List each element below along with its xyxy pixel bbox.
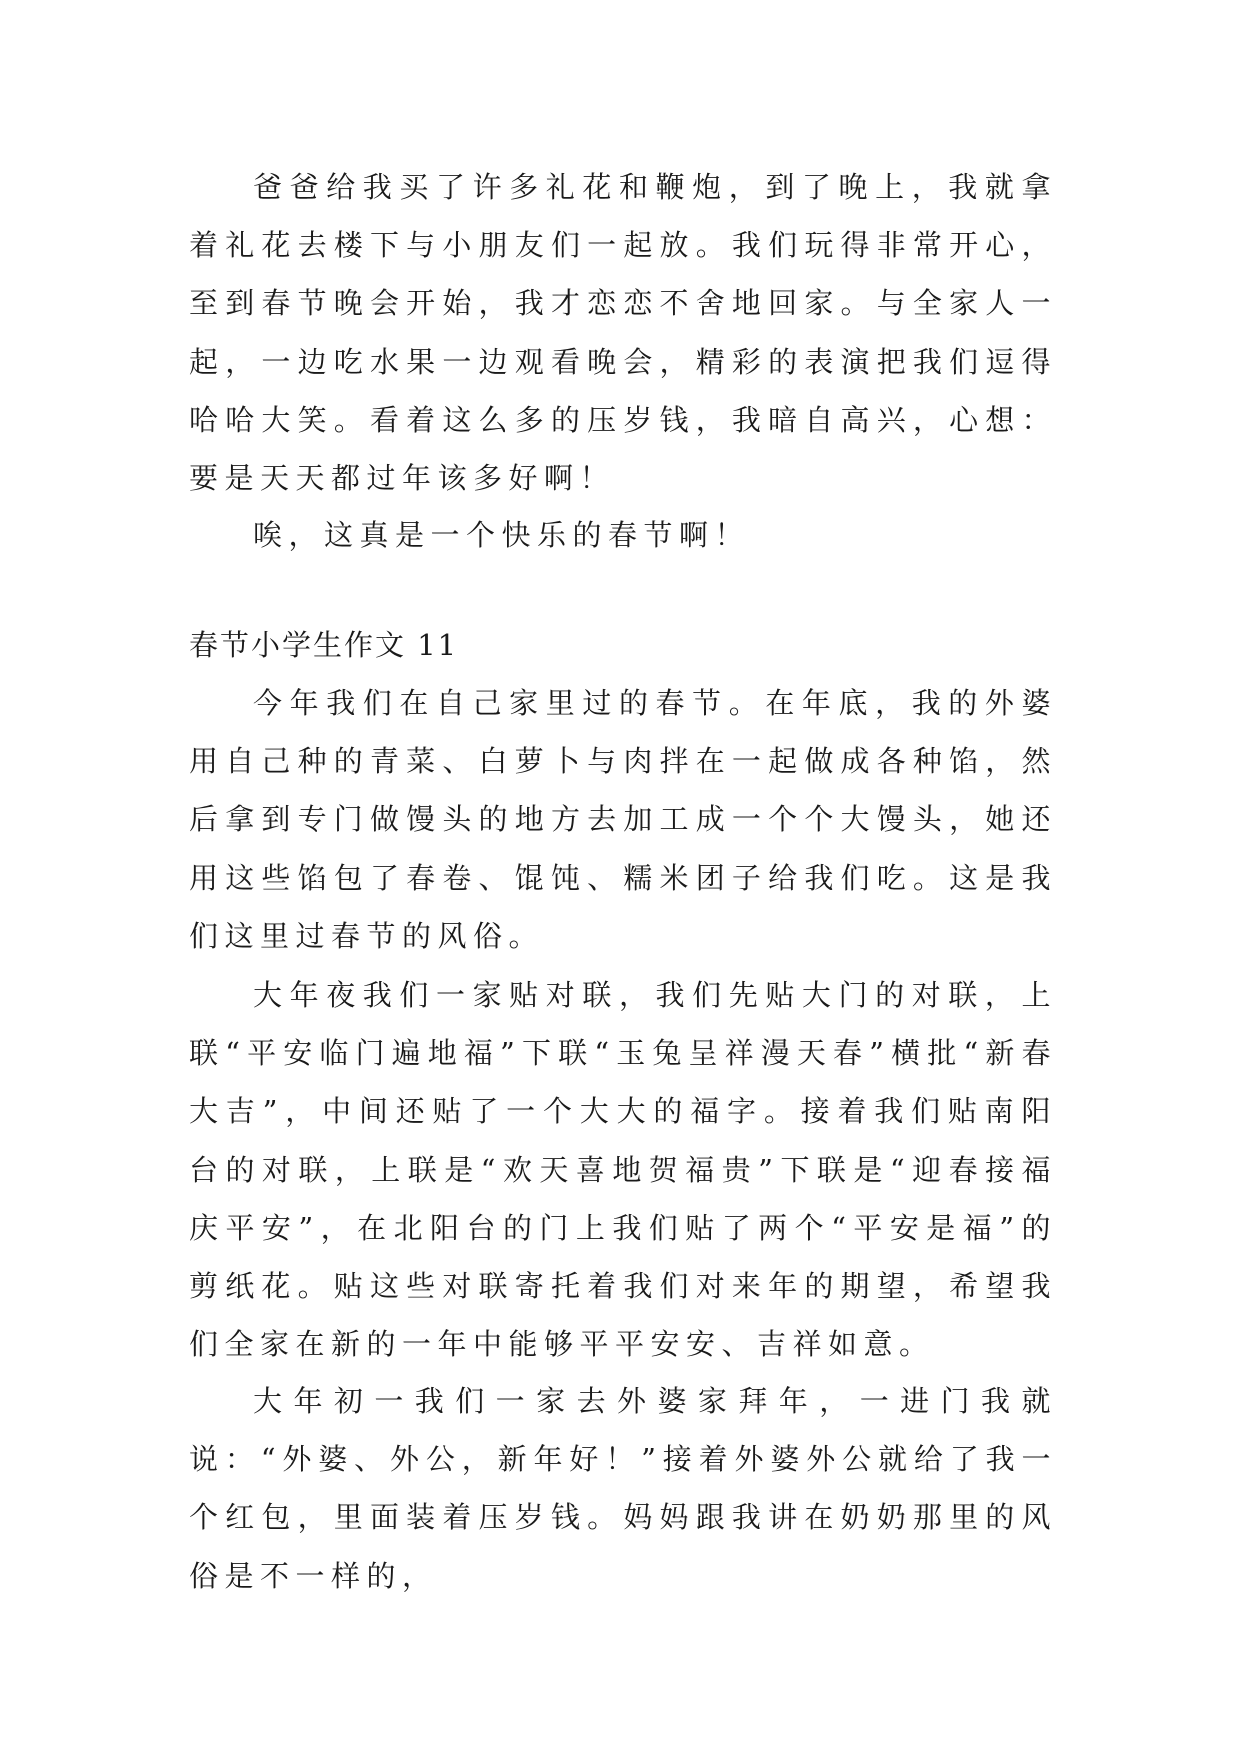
paragraph-couplets: 大年夜我们一家贴对联，我们先贴大门的对联，上联“平安临门遍地福”下联“玉兔呈祥漫天春”横批“新春大吉”，中间还贴了一个大大的福字。接着我们贴南阳台的对联，上联是“欢天喜地贺福贵”下联是“迎春接福庆平安”，在北阳台的门上我们贴了两个“平安是福”的剪纸花。贴这些对联寄托着我们对来年的期望，希望我们全家在新的一年中能够平平安安、吉祥如意。 [189, 978, 1057, 1362]
paragraph-happy-spring-festival: 唉，这真是一个快乐的春节啊！ [253, 518, 751, 552]
section-title: 春节小学生作文 11 [189, 628, 459, 662]
essay-11-intro [189, 674, 1057, 965]
essay-conclusion [189, 506, 1057, 564]
paragraph-new-year-visit: 大年初一我们一家去外婆家拜年，一进门我就说：“外婆、外公，新年好！”接着外婆外公就给了我一个红包，里面装着压岁钱。妈妈跟我讲在奶奶那里的风俗是不一样的， [189, 1384, 1057, 1593]
essay-11-new-year-visit [189, 1372, 1057, 1605]
paragraph-grandma-buns: 今年我们在自己家里过的春节。在年底，我的外婆用自己种的青菜、白萝卜与肉拌在一起做成各种馅，然后拿到专门做馒头的地方去加工成一个个大馒头，她还用这些馅包了春卷、馄饨、糯米团子给我们吃。这是我们这里过春节的风俗。 [189, 686, 1057, 953]
essay-body-continued [189, 158, 1057, 507]
paragraph-fireworks: 爸爸给我买了许多礼花和鞭炮，到了晚上，我就拿着礼花去楼下与小朋友们一起放。我们玩得非常开心，至到春节晚会开始，我才恋恋不舍地回家。与全家人一起，一边吃水果一边观看晚会，精彩的表演把我们逗得哈哈大笑。看着这么多的压岁钱，我暗自高兴，心想：要是天天都过年该多好啊！ [189, 170, 1057, 496]
essay-11-couplets [189, 966, 1057, 1373]
